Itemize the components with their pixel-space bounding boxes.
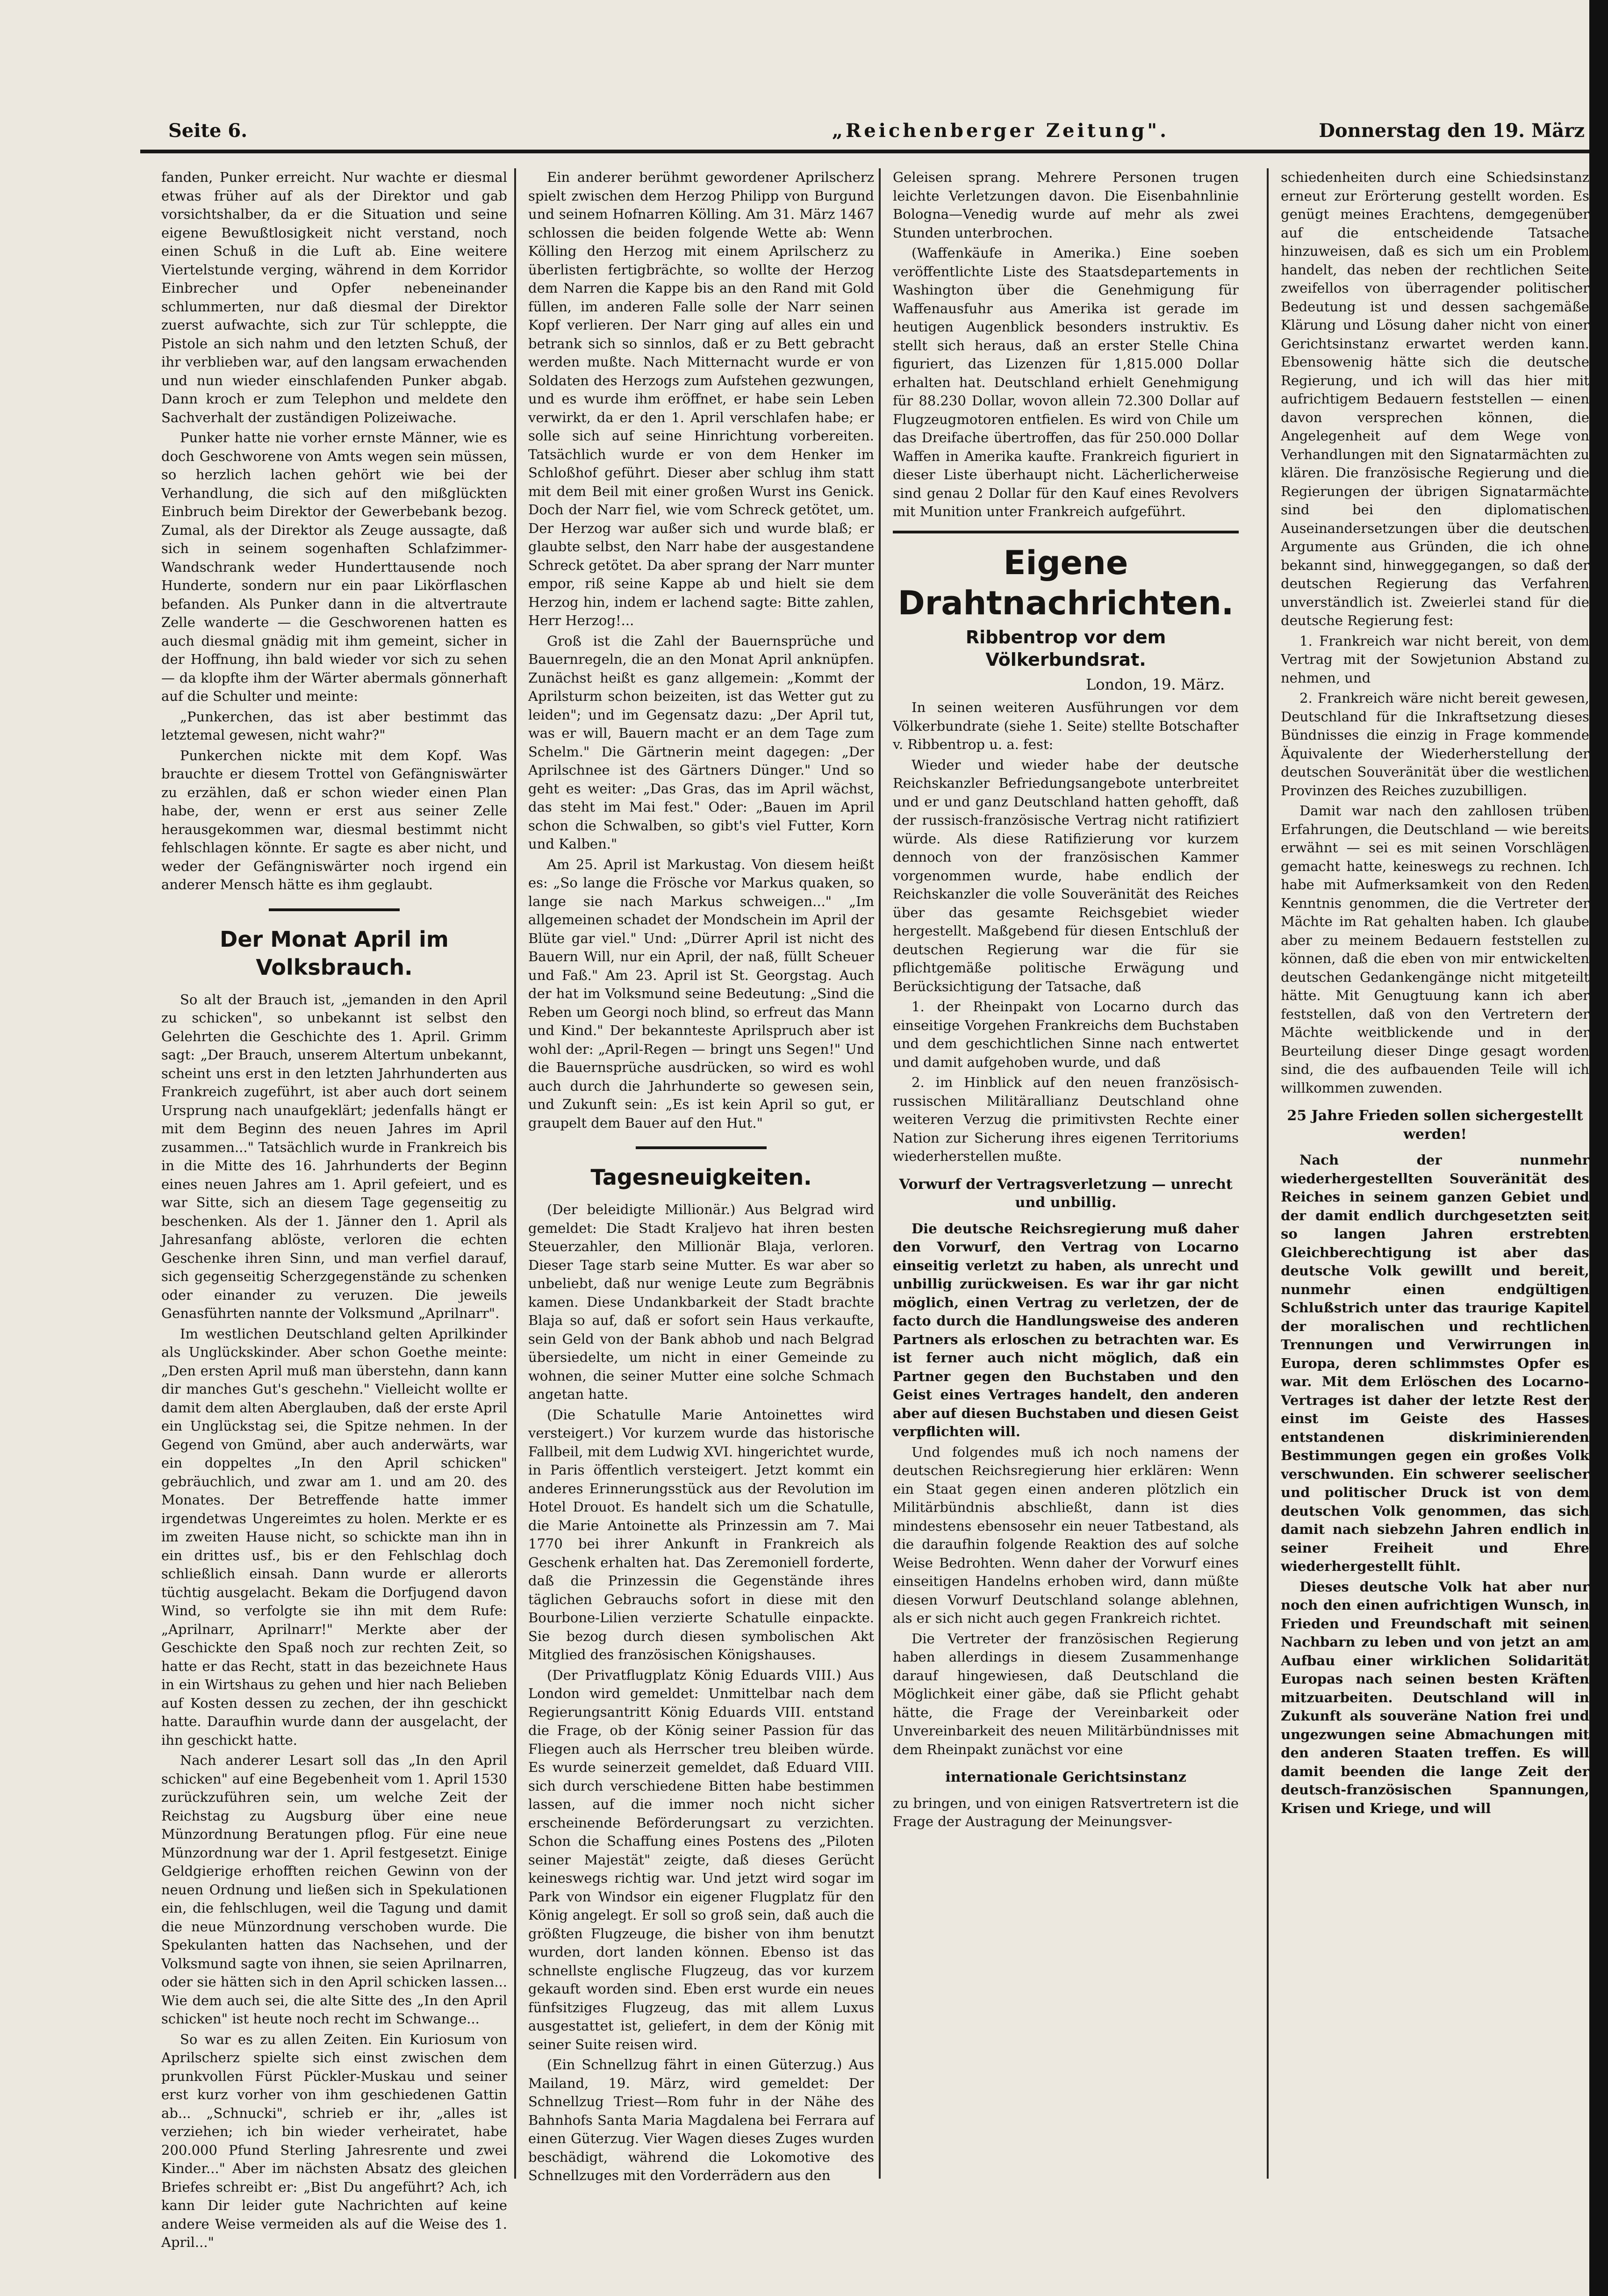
paragraph: 2. Frankreich wäre nicht bereit gewesen, Deutschland für die Inkraftsetzung dieses Bündnisses die einzig in Frage kommende Äquivalente der Wiederherstellung der deutschen Souveränität über die westlichen Provinzen des Reiches zuzubilligen. xyxy=(1281,690,1589,799)
paragraph: So alt der Brauch ist, „jemanden in den April zu schicken", so unbekannt ist selbst den Gelehrten die Geschichte des 1. April. Grimm sagt: „Der Brauch, unserem Altertum unbekannt, scheint uns erst in den letzten Jahrhunderten aus Frankreich zugeführt, ist aber auch dort seinem Ursprung nach unaufgeklärt; jedenfalls hängt er mit dem Beginn des neuen Jahres im April zusammen..." Tatsächlich wurde in Frankreich bis in die Mitte des 16. Jahrhunderts der Beginn eines neuen Jahres am 1. April gefeiert, und es war Sitte, sich an diesem Tage gegenseitig zu beschenken. Als der 1. Jänner den 1. April als Jahresanfang ablöste, verloren die echten Geschenke ihren Sinn, und man verfiel darauf, sich gegenseitig Scherzgegenstände zu schenken oder einander zu veruzen. Die jeweils Genasführten nannte der Volksmund „Aprilnarr". xyxy=(161,991,507,1321)
column-rule xyxy=(1267,168,1269,2179)
newspaper-title: „Reichenberger Zeitung". xyxy=(832,120,1169,142)
paragraph: 2. im Hinblick auf den neuen französisch-russischen Militärallianz Deutschland ohne weiteren Verzug die primitivsten Rechte einer Nation zur Sicherung ihres eigenen Territoriums wiederherstellen mußte. xyxy=(893,1074,1239,1164)
sub-heading: Vorwurf der Vertragsverletzung — unrecht und unbillig. xyxy=(899,1176,1233,1211)
paragraph: schiedenheiten durch eine Schiedsinstanz erneut zur Erörterung gestellt worden. Es genügt meines Erachtens, demgegenüber auf die entscheidende Tatsache hinzuweisen, daß es sich um ein Problem handelt, das neben der rechtlichen Seite zweifellos von überragender politischer Bedeutung ist und dessen sachgemäße Klärung und Lösung daher nicht von einer Gerichtsinstanz erwartet werden kann. Ebensowenig hätte sich die deutsche Regierung, und ich will das hier mit aufrichtigem Bedauern feststellen — einen davon versprechen können, die Angelegenheit auf dem Wege von Verhandlungen mit den Signatarmächten zu klären. Die französische Regierung und die Regierungen der übrigen Signatarmächte sind bei den diplomatischen Auseinandersetzungen über die deutschen Argumente aus Gründen, die ich ohne bekannt sind, hinweggegangen, so daß der deutschen Regierung das Verfahren unverständlich ist. Zweierlei stand für die deutsche Regierung fest: xyxy=(1281,169,1589,628)
paragraph: 1. der Rheinpakt von Locarno durch das einseitige Vorgehen Frankreichs dem Buchstaben und dem geschichtlichen Sinne nach entwertet und damit aufgehoben wurde, und daß xyxy=(893,999,1239,1070)
paragraph: Die deutsche Reichsregierung muß daher den Vorwurf, den Vertrag von Locarno einseitig verletzt zu haben, als unrecht und unbillig zurückweisen. Es war ihr gar nicht möglich, einen Vertrag zu verletzen, der de facto durch die Handlungsweise des anderen Partners als erloschen zu betrachten war. Es ist ferner auch nicht möglich, daß ein Partner gegen den Buchstaben und den Geist eines Vertrages handelt, den anderen aber auf diesen Buchstaben und diesen Geist verpflichten will. xyxy=(893,1220,1239,1439)
column-3 xyxy=(893,168,1239,1831)
article-heading: Tagesneuigkeiten. xyxy=(590,1165,812,1190)
sub-heading: 25 Jahre Frieden sollen sichergestellt werden! xyxy=(1287,1108,1583,1143)
news-item: (Der beleidigte Millionär.) Aus Belgrad wird gemeldet: Die Stadt Kraljevo hat ihren besten Steuerzahler, den Millionär Blaja, verloren. Dieser Tage starb seine Mutter. Es war aber so unbeliebt, daß nur wenige Leute zum Begräbnis kamen. Diese Undankbarkeit der Stadt brachte Blaja so auf, daß er sofort sein Haus verkaufte, sein Geld von der Bank abhob und nach Belgrad übersiedelte, um nicht in einer Gemeinde zu wohnen, die seiner Mutter eine solche Schmach angetan hatte. xyxy=(528,1202,874,1402)
paragraph: fanden, Punker erreicht. Nur wachte er diesmal etwas früher auf als der Direktor und gab vorsichtshalber, da er die Situation und seine eigene Bewußtlosigkeit nicht verstand, noch einen Schuß in die Luft ab. Eine weitere Viertelstunde verging, während in dem Korridor Einbrecher und Opfer nebeneinander schlummerten, nur daß diesmal der Direktor zuerst aufwachte, sich zur Tür schleppte, die Pistole an sich nahm und den letzten Schuß, der ihr verblieben war, auf den langsam erwachenden und nun wieder einschlafenden Punker abgab. Dann kroch er zum Telephon und meldete den Sachverhalt der zuständigen Polizeiwache. xyxy=(161,169,507,425)
paragraph: Am 25. April ist Markustag. Von diesem heißt es: „So lange die Frösche vor Markus quaken, so lange sie nach Markus schweigen..." „Im allgemeinen schadet der Mondschein im April der Blüte gar viel." Und: „Dürrer April ist nicht des Bauern Will, nur ein April, der naß, füllt Scheuer und Faß." Am 23. April ist St. Georgstag. Auch der hat im Volksmund seine Bedeutung: „Sind die Reben um Georgi noch blind, so erfreut das Mann und Kind." Der bekannteste Aprilspruch aber ist wohl der: „April-Regen — bringt uns Segen!" Und die Bauernsprüche ausdrücken, so wird es wohl auch durch die Jahrhunderte so gewesen sein, und Zukunft sein: „Es ist kein April so gut, er graupelt dem Bauer auf den Hut." xyxy=(528,856,874,1131)
paragraph: Punker hatte nie vorher ernste Männer, wie es doch Geschworene von Amts wegen sein müssen, so herzlich lachen gehört wie bei der Verhandlung, die sich auf den mißglückten Einbruch beim Direktor der Gewerbebank bezog. Zumal, als der Direktor als Zeuge aussagte, daß sich in seinem sogenhaften Schlafzimmer-Wandschrank weder Hunderttausende noch Hunderte, sondern nur ein paar Likörflaschen befanden. Als Punker dann in die altvertraute Zelle wanderte — die Geschworenen hatten es auch diesmal gnädig mit ihm gemeint, sicher in der Hoffnung, ihn bald wieder vor sich zu sehen — da klopfte ihm der Wärter abermals gönnerhaft auf die Schulter und meinte: xyxy=(161,430,507,704)
paragraph: Punkerchen nickte mit dem Kopf. Was brauchte er diesem Trottel von Gefängniswärter zu erzählen, daß er schon wieder einen Plan habe, der, wenn er erst aus seiner Zelle herausgekommen war, diesmal bestimmt nicht fehlschlagen könnte. Er sagte es aber nicht, und weder der Gefängniswärter noch irgend ein anderer Mensch hätte es ihm geglaubt. xyxy=(161,747,507,892)
issue-date: Donnerstag den 19. März xyxy=(1319,120,1585,142)
column-rule xyxy=(879,168,881,2179)
column-1 xyxy=(161,168,507,2252)
column-2 xyxy=(528,168,874,2185)
paragraph: In seinen weiteren Ausführungen vor dem Völkerbundrate (siehe 1. Seite) stellte Botschafter v. Ribbentrop u. a. fest: xyxy=(893,699,1239,752)
news-item: (Der Privatflugplatz König Eduards VIII.) Aus London wird gemeldet: Unmittelbar nach dem Regierungsantritt König Eduards VIII. entstand die Frage, ob der König seiner Passion für das Fliegen auch als Herrscher treu bleiben würde. Es wurde seinerzeit gemeldet, daß Eduard VIII. sich durch verschiedene Bitten habe bestimmen lassen, auf die immer noch nicht sicher erscheinende Beförderungsart zu verzichten. Schon die Schaffung eines Postens des „Piloten seiner Majestät" zeigte, daß dieses Gerücht keineswegs richtig war. Und jetzt wird sogar im Park von Windsor ein eigener Flugplatz für den König angelegt. Er soll so groß sein, daß auch die größten Flugzeuge, die bisher von ihm benutzt wurden, dort landen können. Ebenso ist das schnellste englische Flugzeug, das vor kurzem gekauft worden sind. Eben erst wurde ein neues fünfsitziges Flugzeug, das mit allem Luxus ausgestattet ist, geliefert, in dem der König mit seiner Suite reisen wird. xyxy=(528,1667,874,2052)
section-heading: Eigene Drahtnachrichten. xyxy=(897,543,1234,622)
paragraph: Ein anderer berühmt gewordener Aprilscherz spielt zwischen dem Herzog Philipp von Burgund und seinem Hofnarren Kölling. Am 31. März 1467 schlossen die beiden folgende Wette ab: Wenn Kölling den Herzog mit einem Aprilscherz zu überlisten fertigbrächte, so wollte der Herzog dem Narren die Kappe bis an den Rand mit Gold füllen, im anderen Falle solle der Narr seinen Kopf verlieren. Der Narr ging auf alles ein und betrank sich so sinnlos, daß er zu Bett gebracht werden mußte. Nach Mitternacht wurde er von Soldaten des Herzogs zum Aufstehen gezwungen, und es wurde ihm eröffnet, er habe sein Leben verwirkt, da er den 1. April verschlafen habe; er solle sich auf seine Hinrichtung vorbereiten. Tatsächlich wurde er von dem Henker im Schloßhof geführt. Dieser aber schlug ihm statt mit dem Beil mit einer großen Wurst ins Genick. Doch der Narr fiel, wie vom Schreck getötet, um. Der Herzog war außer sich und wurde blaß; er glaubte selbst, den Narr habe der ausgestandene Schreck getötet. Da aber sprang der Narr munter empor, riß seine Kappe ab und hielt sie dem Herzog hin, indem er lachend sagte: Bitte zahlen, Herr Herzog!... xyxy=(528,169,874,628)
separator xyxy=(636,1146,767,1149)
page-number: Seite 6. xyxy=(168,120,248,142)
paragraph: Groß ist die Zahl der Bauernsprüche und Bauernregeln, die an den Monat April anknüpfen. Zunächst heißt es ganz allgemein: „Kommt der Aprilsturm schon beizeiten, ist das Wetter gut zu leiden"; und im Gegensatz dazu: „Der April tut, was er will, Bauern macht er an dem Tage zum Schelm." Die Gärtnerin meint dagegen: „Der Aprilschnee ist des Gärtners Dünger." Und so geht es weiter: „Das Gras, das im April wächst, das steht im Mai fest." Oder: „Bauen im April schon die Schwalben, so gibt's viel Futter, Korn und Kalben." xyxy=(528,633,874,852)
binding-edge xyxy=(1589,0,1608,2296)
column-rule xyxy=(514,168,516,2179)
paragraph: Und folgendes muß ich noch namens der deutschen Reichsregierung hier erklären: Wenn ein Staat gegen einen anderen plötzlich ein Militärbündnis abschließt, dann ist dies mindestens ebensosehr ein neuer Tatbestand, als die daraufhin folgende Reaktion des auf solche Weise Bedrohten. Wenn daher der Vorwurf eines einseitigen Handelns erhoben wird, dann müßte diesen Vorwurf Deutschland solange ablehnen, als er sich nicht auch gegen Frankreich richtet. xyxy=(893,1444,1239,1626)
page-header xyxy=(140,120,1585,148)
header-rule xyxy=(140,150,1589,153)
news-item: (Ein Schnellzug fährt in einen Güterzug.) Aus Mailand, 19. März, wird gemeldet: Der Schnellzug Triest—Rom fuhr in der Nähe des Bahnhofs Santa Maria Magdalena bei Ferrara auf einen Güterzug. Vier Wagen dieses Zuges wurden beschädigt, während die Lokomotive des Schnellzuges mit den Vorderrädern aus den xyxy=(528,2057,874,2183)
separator xyxy=(893,531,1239,533)
paragraph: Damit war nach den zahllosen trüben Erfahrungen, die Deutschland — wie bereits erwähnt — sei es mit seinen Vorschlägen gemacht hatte, keineswegs zu rechnen. Ich habe mit Aufmerksamkeit von den Reden Kenntnis genommen, die die Vertreter der Mächte im Rat gehalten haben. Ich glaube aber zu meinem Bedauern feststellen zu können, daß die eben von mir entwickelten deutschen Gedankengänge nicht mitgeteilt hätte. Mit Genugtuung kann ich aber feststellen, daß von den Vertretern der Mächte weitblickende und in der Beurteilung dieser Dinge gesagt worden sind, die des aufbauenden Teile will ich willkommen zuwenden. xyxy=(1281,803,1589,1096)
dateline: London, 19. März. xyxy=(1085,675,1225,693)
sub-heading: internationale Gerichtsinstanz xyxy=(945,1769,1186,1785)
article-heading: Der Monat April im Volksbrauch. xyxy=(220,926,449,980)
paragraph: Dieses deutsche Volk hat aber nur noch den einen aufrichtigen Wunsch, in Frieden und Freundschaft mit seinen Nachbarn zu leben und von jetzt an am Aufbau einer wirklichen Solidarität Europas nach seinen besten Kräften mitzuarbeiten. Deutschland will in Zukunft als souveräne Nation frei und ungezwungen seine Abmachungen mit den anderen Staaten treffen. Es will damit beenden die lange Zeit der deutsch-französischen Spannungen, Krisen und Kriege, und will xyxy=(1281,1578,1589,1816)
paragraph: Wieder und wieder habe der deutsche Reichskanzler Befriedungsangebote unterbreitet und er und ganz Deutschland hatten gehofft, daß der russisch-französische Vertrag nicht ratifiziert würde. Als diese Ratifizierung vor kurzem dennoch von der französischen Kammer vorgenommen wurde, habe endlich der Reichskanzler die volle Souveränität des Reiches über das gesamte Reichsgebiet wieder hergestellt. Maßgebend für diesen Entschluß der deutschen Regierung war die für sie pflichtgemäße politische Erwägung und Berücksichtigung der Tatsache, daß xyxy=(893,756,1239,994)
article-subheading: Ribbentrop vor dem Völkerbundsrat. xyxy=(965,626,1166,670)
paragraph: So war es zu allen Zeiten. Ein Kuriosum von Aprilscherz spielte sich einst zwischen dem prunkvollen Fürst Pückler-Muskau und seiner erst kurz vorher von ihm geschiedenen Gattin ab... „Schnucki", schrieb er ihr, „alles ist verziehen; ich bin wieder verheiratet, habe 200.000 Pfund Sterling Jahresrente und zwei Kinder..." Aber im nächsten Absatz des gleichen Briefes schreibt er: „Bist Du angeführt? Ach, ich kann Dir leider gute Nachrichten auf keine andere Weise vermeiden als auf die Weise des 1. April..." xyxy=(161,2031,507,2250)
separator xyxy=(269,908,400,911)
paragraph: Geleisen sprang. Mehrere Personen trugen leichte Verletzungen davon. Die Eisenbahnlinie Bologna—Venedig wurde auf mehr als zwei Stunden unterbrochen. xyxy=(893,169,1239,241)
paragraph: zu bringen, und von einigen Ratsvertretern ist die Frage der Austragung der Meinungsver- xyxy=(893,1795,1239,1829)
column-4 xyxy=(1281,168,1589,1818)
paragraph: Im westlichen Deutschland gelten Aprilkinder als Unglückskinder. Aber schon Goethe meinte: „Den ersten April muß man überstehn, dann kann dir manches Gut's geschehn." Vielleicht wollte er damit dem alten Aberglauben, daß der erste April ein Unglückstag sei, die Spitze nehmen. In der Gegend von Gmünd, aber auch anderwärts, war ein doppeltes „In den April schicken" gebräuchlich, und zwar am 1. und am 20. des Monates. Der Betreffende hatte immer irgendetwas Ungereimtes zu holen. Merkte er es im zweiten Hause nicht, so schickte man ihn in ein drittes usf., bis er den Fehlschlag doch schließlich einsah. Dann wurde er allerorts tüchtig ausgelacht. Bekam die Dorfjugend davon Wind, so verfolgte sie ihn mit dem Rufe: „Aprilnarr, Aprilnarr!" Merkte aber der Geschickte den Spaß noch zur rechten Zeit, so hatte er das Recht, statt in das bezeichnete Haus in ein Wirtshaus zu gehen und hier nach Belieben auf Kosten dessen zu zechen, der ihn geschickt hatte. Daraufhin wurde dann der ausgelacht, der ihn geschickt hatte. xyxy=(161,1325,507,1748)
news-item: (Die Schatulle Marie Antoinettes wird versteigert.) Vor kurzem wurde das historische Fallbeil, mit dem Ludwig XVI. hingerichtet wurde, in Paris öffentlich versteigert. Jetzt kommt ein anderes Erinnerungsstück aus der Revolution im Hotel Drouot. Es handelt sich um die Schatulle, die Marie Antoinette als Prinzessin am 7. Mai 1770 bei ihrer Ankunft in Frankreich als Geschenk erhalten hat. Das Zeremoniell forderte, daß die Prinzessin die Gegenstände ihres täglichen Gebrauchs sofort in diese mit den Bourbone-Lilien verzierte Schatulle einpackte. Sie bezog durch diesen symbolischen Akt Mitglied des französischen Königshauses. xyxy=(528,1406,874,1663)
paragraph: Nach anderer Lesart soll das „In den April schicken" auf eine Begebenheit vom 1. April 1530 zurückzuführen sein, um welche Zeit der Reichstag zu Augsburg über eine neue Münzordnung Beratungen pflog. Für eine neue Münzordnung war der 1. April festgesetzt. Einige Geldgierige erhofften reichen Gewinn von der neuen Ordnung und ließen sich in Spekulationen ein, die fehlschlugen, weil die Tagung und damit die neue Münzordnung verschoben wurde. Die Spekulanten hatten das Nachsehen, und der Volksmund sagte von ihnen, sie seien Aprilnarren, oder sie hätten sich in den April schicken lassen... Wie dem auch sei, die alte Sitte des „In den April schicken" ist heute noch recht im Schwange... xyxy=(161,1752,507,2027)
paragraph: „Punkerchen, das ist aber bestimmt das letztemal gewesen, nicht wahr?" xyxy=(161,708,507,743)
paragraph: 1. Frankreich war nicht bereit, von dem Vertrag mit der Sowjetunion Abstand zu nehmen, und xyxy=(1281,633,1589,686)
paragraph: Nach der nunmehr wiederhergestellten Souveränität des Reiches in seinem ganzen Gebiet und der damit endlich durchgesetzten seit so langen Jahren erstrebten Gleichberechtigung ist aber das deutsche Volk gewillt und bereit, nunmehr einen endgültigen Schlußstrich unter das traurige Kapitel der moralischen und rechtlichen Trennungen und Verwirrungen in Europa, deren schlimmstes Opfer es war. Mit dem Erlöschen des Locarno-Vertrages ist daher der letzte Rest der einst im Geiste des Hasses entstandenen diskriminierenden Bestimmungen gegen ein großes Volk verschwunden. Ein schwerer seelischer und politischer Druck ist von dem deutschen Volk genommen, das sich damit nach siebzehn Jahren endlich in seiner Freiheit und Ehre wiederhergestellt fühlt. xyxy=(1281,1152,1589,1574)
news-item: (Waffenkäufe in Amerika.) Eine soeben veröffentlichte Liste des Staatsdepartements in Washington über die Genehmigung für Waffenausfuhr aus Amerika ist gerade im heutigen Augenblick besonders instruktiv. Es stellt sich heraus, daß an erster Stelle China figuriert, das Lizenzen für 1,815.000 Dollar erhalten hat. Deutschland erhielt Genehmigung für 88.230 Dollar, wovon allein 72.300 Dollar auf Flugzeugmotoren entfielen. Es wird von Chile um das Dreifache übertroffen, das für 250.000 Dollar Waffen in Amerika kaufte. Frankreich figuriert in dieser Liste überhaupt nicht. Lächerlicherweise sind genau 2 Dollar für den Kauf eines Revolvers mit Munition unter Frankreich aufgeführt. xyxy=(893,245,1239,519)
paragraph: Die Vertreter der französischen Regierung haben allerdings in diesem Zusammenhange darauf hingewiesen, daß Deutschland die Möglichkeit einer gäbe, daß sie Pflicht gehabt hätte, die Frage der Vereinbarkeit oder Unvereinbarkeit des neuen Militärbündnisses mit dem Rheinpakt zunächst vor eine xyxy=(893,1630,1239,1757)
